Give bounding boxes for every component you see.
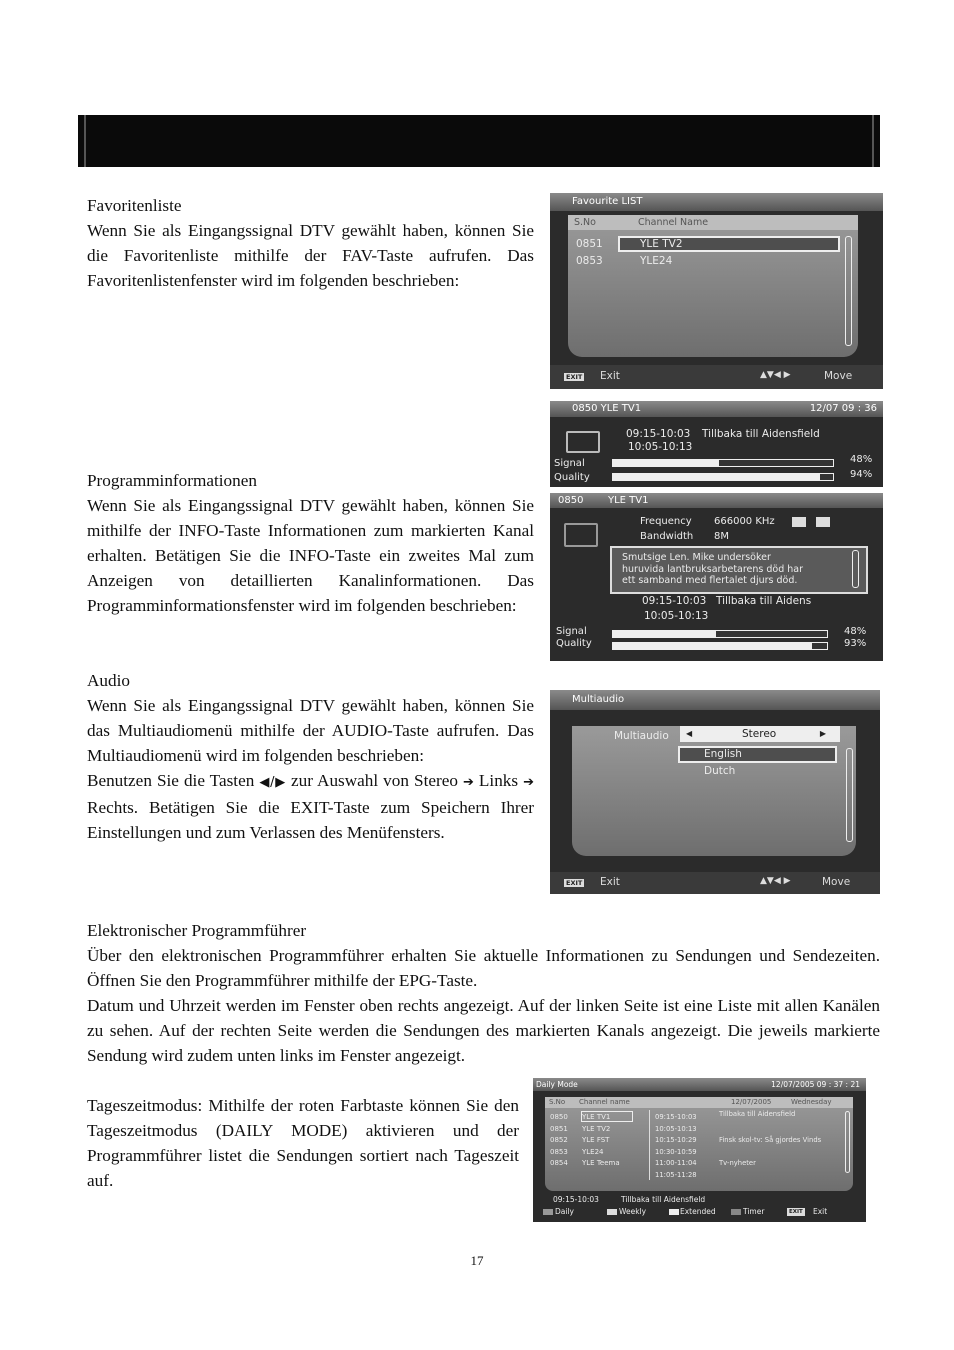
- list-item[interactable]: [545, 1135, 649, 1147]
- epg-event-time: 10:15-10:29: [655, 1136, 697, 1145]
- epg-event-time: 10:30-10:59: [655, 1147, 697, 1156]
- audio-body2: [87, 768, 534, 845]
- list-item[interactable]: Dutch: [704, 765, 736, 777]
- fav-panel: [568, 215, 858, 357]
- epg-ch-name: YLE24: [582, 1147, 604, 1156]
- fav-footer: [550, 365, 883, 389]
- list-item[interactable]: [655, 1124, 845, 1136]
- audio-heading: Audio: [87, 671, 130, 690]
- info2-desc-line: Smutsige Len. Mike undersöker: [622, 552, 771, 563]
- fav-heading: Favoritenliste: [87, 196, 182, 215]
- fav-row-name: YLE TV2: [640, 238, 683, 250]
- audio-exit-label: Exit: [600, 876, 620, 888]
- fav-exit-label: Exit: [600, 370, 620, 382]
- epg-event-list: [655, 1112, 845, 1182]
- tv-icon: [564, 523, 598, 547]
- epg-table-header: [545, 1097, 853, 1108]
- info-section: [87, 468, 534, 618]
- fav-row-name: YLE24: [640, 255, 673, 267]
- right-arrow-icon: ➔: [523, 775, 535, 790]
- fav-scrollbar[interactable]: [845, 236, 852, 346]
- info2-quality-label: Quality: [556, 638, 592, 649]
- list-item[interactable]: [545, 1124, 649, 1136]
- info2-title-bar: [550, 493, 883, 508]
- epg-ch-no: 0851: [550, 1124, 568, 1133]
- info2-signal-bar: [612, 630, 828, 638]
- epg-title: Daily Mode: [536, 1080, 578, 1089]
- list-item[interactable]: [545, 1147, 649, 1159]
- epg-event-title: Tillbaka till Aidensfield: [719, 1110, 796, 1118]
- move-arrows-icon: ▲▼◀ ▶: [760, 876, 791, 886]
- info2-signal-pct: 48%: [844, 626, 867, 637]
- lock-icon: [792, 517, 806, 527]
- info2-signal-label: Signal: [556, 626, 587, 637]
- exit-key-icon: EXIT: [566, 879, 583, 887]
- epg-channel-list: [545, 1112, 649, 1170]
- audio-body: Wenn Sie als Eingangssignal DTV gewählt haben, können Sie das Multiaudiomenü mithilfe der AUDIO-Taste aufrufen. Das Multiaudiomenü wird im folgenden beschrieben:: [87, 696, 534, 765]
- exit-key-icon: EXIT: [566, 373, 583, 381]
- exit-key-icon: EXIT: [789, 1209, 803, 1215]
- audio-selected-highlight: [678, 746, 837, 763]
- info2-scrollbar[interactable]: [852, 550, 859, 588]
- epg-col-name: Channel name: [579, 1098, 630, 1106]
- fav-section: [87, 193, 534, 293]
- daily-body: Tageszeitmodus: Mithilfe der roten Farbtaste können Sie den Tageszeitmodus (DAILY MODE) aktivieren und der Programmführer listet die Sendungen sortiert nach Tageszeit auf.: [87, 1096, 519, 1190]
- legend-daily[interactable]: Daily: [555, 1207, 574, 1216]
- info2-channel-name: YLE TV1: [608, 495, 649, 506]
- list-item[interactable]: [545, 1158, 649, 1170]
- epg-daily-mode-screen: [533, 1078, 866, 1222]
- epg-legend: [533, 1206, 866, 1218]
- fav-move-label: Move: [824, 370, 853, 382]
- audio-footer: [550, 872, 880, 894]
- info1-channel: 0850 YLE TV1: [572, 403, 642, 414]
- info1-prog1-time: 09:15-10:03: [626, 428, 691, 440]
- epg-event-time: 11:05-11:28: [655, 1170, 697, 1179]
- info2-description-box: [610, 546, 868, 594]
- daily-section: [87, 1093, 519, 1193]
- fav-col-name: Channel Name: [638, 217, 709, 228]
- list-item[interactable]: [655, 1147, 845, 1159]
- epg-section: [87, 918, 880, 1068]
- yellow-key-icon: [669, 1209, 679, 1215]
- list-item[interactable]: [655, 1135, 845, 1147]
- table-row[interactable]: [568, 253, 838, 269]
- info2-quality-bar: [612, 642, 828, 650]
- audio-label: Multiaudio: [614, 730, 669, 742]
- info2-quality-pct: 93%: [844, 638, 867, 649]
- epg-ch-no: 0854: [550, 1159, 568, 1168]
- list-item[interactable]: [655, 1112, 845, 1124]
- tv-icon: [566, 431, 600, 453]
- info1-quality-bar: [612, 473, 834, 481]
- info1-quality-pct: 94%: [850, 469, 873, 480]
- epg-col-no: S.No: [549, 1098, 566, 1106]
- epg-weekday: Wednesday: [791, 1098, 832, 1106]
- info2-prog1-title: Tillbaka till Aidens: [716, 595, 812, 607]
- epg-ch-name: YLE TV1: [582, 1113, 611, 1121]
- info1-signal-label: Signal: [554, 458, 585, 469]
- table-row[interactable]: [568, 236, 838, 252]
- audio-links: Links: [478, 771, 519, 790]
- audio-body2-c: Rechts. Betätigen Sie die EXIT-Taste zum Speichern Ihrer Einstellungen und zum Verlassen des Menüfensters.: [87, 798, 534, 842]
- info2-desc-line: ett samband med flertalet djurs död.: [622, 575, 798, 586]
- epg-ch-name: YLE TV2: [582, 1124, 611, 1133]
- epg-exit-label[interactable]: Exit: [813, 1207, 828, 1216]
- list-item[interactable]: [655, 1158, 845, 1170]
- audio-scrollbar[interactable]: [846, 748, 853, 842]
- info1-datetime: 12/07 09 : 36: [809, 403, 877, 414]
- list-item[interactable]: [655, 1170, 845, 1182]
- program-info-screen: [550, 401, 883, 487]
- audio-mode-value: Stereo: [742, 728, 777, 740]
- audio-body2-b: zur Auswahl von Stereo: [291, 771, 458, 790]
- epg-ch-no: 0853: [550, 1147, 568, 1156]
- blue-key-icon: [731, 1209, 741, 1215]
- info2-freq-label: Frequency: [640, 516, 692, 527]
- epg-sel-time: 09:15-10:03: [553, 1195, 599, 1204]
- page-number: 17: [470, 1253, 484, 1268]
- info1-title-bar: [550, 401, 883, 417]
- fav-row-no: 0851: [576, 238, 603, 250]
- epg-event-title: Finsk skol-tv: Så gjordes Vinds: [719, 1136, 822, 1145]
- legend-timer[interactable]: Timer: [743, 1207, 765, 1216]
- epg-p2: Datum und Uhrzeit werden im Fenster oben rechts angezeigt. Auf der linken Seite ist eine Liste mit allen Kanälen zu sehen. Auf der rechten Seite werden die Sendungen des markierten Kanals angezeigt. Die jeweils markierte Sendung wird zudem unten links im Fenster angezeigt.: [87, 996, 880, 1065]
- info1-signal-pct: 48%: [850, 454, 873, 465]
- epg-heading: Elektronischer Programmführer: [87, 921, 307, 940]
- info2-channel-no: 0850: [558, 495, 584, 506]
- subtitle-icon: [816, 517, 830, 527]
- epg-event-time: 09:15-10:03: [655, 1113, 697, 1121]
- green-key-icon: [607, 1209, 617, 1215]
- epg-ch-no: 0852: [550, 1136, 568, 1145]
- legend-weekly[interactable]: Weekly: [619, 1207, 647, 1216]
- epg-title-bar: [533, 1078, 866, 1091]
- info1-quality-label: Quality: [554, 472, 590, 483]
- epg-p1: Über den elektronischen Programmführer erhalten Sie aktuelle Informationen zu Sendungen und Sendezeiten. Öffnen Sie den Programmführer mithilfe der EPG-Taste.: [87, 946, 880, 990]
- info2-prog1-time: 09:15-10:03: [642, 595, 707, 607]
- move-arrows-icon: ▲▼◀ ▶: [760, 370, 791, 380]
- info2-desc-line: huruvida lantbruksarbetarens död har: [622, 563, 804, 575]
- right-arrow-icon: ➔: [462, 775, 474, 790]
- epg-event-time: 10:05-10:13: [655, 1124, 697, 1133]
- audio-title: Multiaudio: [550, 690, 880, 710]
- red-key-icon: [543, 1209, 553, 1215]
- epg-date2: 12/07/2005: [731, 1098, 772, 1106]
- fav-title: Favourite LIST: [550, 193, 883, 211]
- epg-ch-no: 0850: [550, 1113, 568, 1121]
- epg-datetime: 12/07/2005 09 : 37 : 21: [771, 1080, 860, 1089]
- fav-row-no: 0853: [576, 255, 603, 267]
- section-header-bar: [78, 115, 880, 167]
- legend-extended[interactable]: Extended: [680, 1207, 716, 1216]
- favourite-list-screen: [550, 193, 883, 389]
- audio-move-label: Move: [822, 876, 851, 888]
- epg-event-time: 11:00-11:04: [655, 1159, 697, 1168]
- fav-body: Wenn Sie als Eingangssignal DTV gewählt haben, können Sie die Favoritenliste mithilfe der FAV-Taste aufrufen. Das Favoritenlistenfenster wird im folgenden beschrieben:: [87, 221, 534, 290]
- epg-divider: [649, 1110, 650, 1180]
- left-arrow-icon[interactable]: ◀: [686, 729, 693, 738]
- info1-signal-bar: [612, 459, 834, 467]
- audio-panel: [572, 726, 856, 856]
- fav-table-header: [568, 215, 858, 230]
- info1-prog2-time: 10:05-10:13: [628, 441, 693, 453]
- info2-bw-label: Bandwidth: [640, 531, 694, 542]
- left-right-arrow-keys-icon: ◀/▶: [259, 775, 286, 790]
- epg-ch-name: YLE FST: [582, 1136, 610, 1145]
- info2-freq-value: 666000 KHz: [714, 516, 775, 527]
- epg-panel: [545, 1097, 853, 1191]
- audio-body2-a: Benutzen Sie die Tasten: [87, 771, 255, 790]
- epg-scrollbar[interactable]: [845, 1111, 850, 1173]
- fav-col-no: S.No: [574, 217, 596, 228]
- info2-bw-value: 8M: [714, 531, 729, 542]
- info2-prog2-time: 10:05-10:13: [644, 610, 709, 622]
- info-heading: Programminformationen: [87, 471, 257, 490]
- list-item[interactable]: [545, 1112, 649, 1124]
- detailed-info-screen: [550, 493, 883, 661]
- epg-ch-name: YLE Teema: [582, 1159, 620, 1168]
- right-arrow-icon[interactable]: ▶: [819, 729, 826, 738]
- epg-sel-title: Tillbaka till Aidensfield: [621, 1195, 706, 1204]
- info-body: Wenn Sie als Eingangssignal DTV gewählt haben, können Sie mithilfe der INFO-Taste Informationen zum markierten Kanal erhalten. Betätigen Sie die INFO-Taste ein zweites Mal zum Anzeigen von detaillierten Kanalinformationen. Das Programminformationsfenster wird im folgenden beschrieben:: [87, 496, 534, 615]
- epg-event-title: Tv-nyheter: [719, 1159, 756, 1168]
- audio-mode-selector[interactable]: [680, 726, 840, 742]
- audio-section: [87, 668, 534, 845]
- info1-prog1-title: Tillbaka till Aidensfield: [702, 428, 820, 440]
- list-item[interactable]: English: [704, 748, 742, 760]
- multiaudio-screen: [550, 690, 880, 894]
